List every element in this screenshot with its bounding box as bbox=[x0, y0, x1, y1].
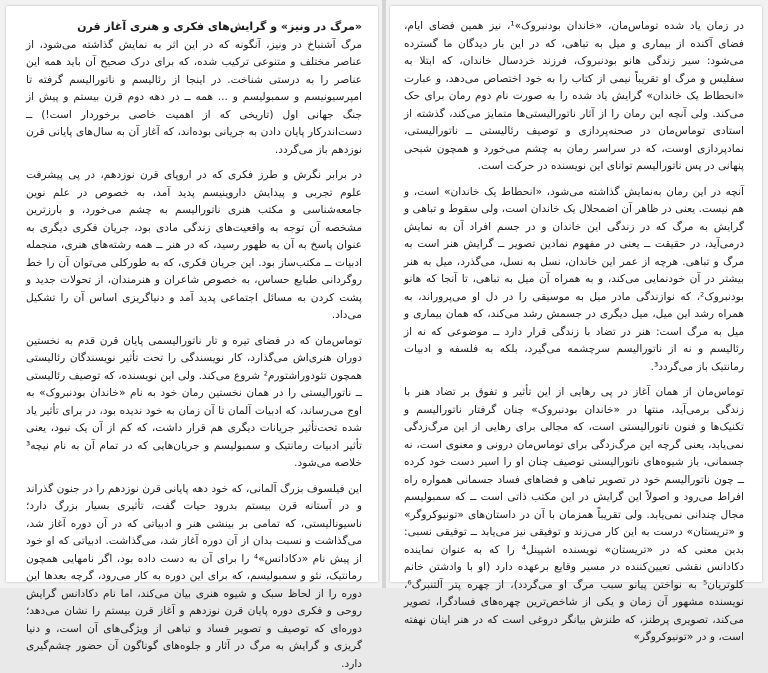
paragraph: آنچه در این رمان به‌نمایش گذاشته می‌شود، «انحطاط یک خاندان» است، و هم نیست. یعنی در ظاهر آن اضمحلال یک خاندان است، ولی سقوط و تباهی و گرایش به مرگ که در زندگی این خاندان و در جسم افراد آن به نمایش درمی‌آید، در حقیقت ــ یعنی در مفهوم نمادین تصویر ــ گرایش هنر است به مرگ و تباهی. هرچه از عمر این خاندان، نسل به نسل، می‌گذرد، میل به هنر بیشتر در آن خودنمایی می‌کند، و به همراه آن میل به تباهی، تا آنجا که هانو بودنبروک²، که نوازندگی مادر میل به موسیقی را در دل او می‌پروراند، به همراه رشد این میل، میل دیگری در جسمش رشد می‌کند، که همان بیماری و میل به مرگ است: هنر در تضاد با زندگی قرار دارد ــ موضوعی که نه از رئالیسم و نه از ناتورالیسم سرچشمه می‌گیرد، بلکه به فلسفه و ادبیات رمانتیک باز می‌گردد³. bbox=[404, 184, 744, 377]
paragraph: توماس‌مان از همان آغاز در پی رهایی از این تأثیر و تفوق بر تضاد هنر با زندگی برمی‌آید، منتها در «خاندان بودنبروک» چنان گرفتار ناتورالیسم و تکنیک‌ها و فنون ناتورالیستی است، که مجالی برای رهایی از این مرگ‌زدگی نمی‌یابد، یعنی گرچه این مرگ‌زدگی برای توماس‌مان درونی و معنوی است، نه جسمانی، باز شیوه‌های ناتورالیستی توصیف چنان او را اسیر دست خود کرده ــ چون ناتورالیسم خود در تصویر تباهی و فضاهای فساد جسمانی همواره راه افراط می‌رود و اصولاً این گرایش در این مکتب ذاتی است ــ که سمبولیسم مجال چندانی نمی‌یابد. ولی تقریباً همزمان با آن در داستان‌های «تونیوکروگر» و «تریستان» درست به این کار می‌زند و توفیقی نیز می‌یابد ــ توفیقی نسبی: بدین معنی که در «تریستان» نویسنده اشپینل⁴ را که به عنوان نماینده دکادانس نقشی تعیین‌کننده در مسیر وقایع برعهده دارد (او با وادشتن خانم کلوتریان⁵ به نواختن پیانو سبب مرگ او می‌گردد)، از چهره پتر آلتنبرگ⁶، نویسنده مشهور آن زمان و یکی از شاخص‌ترین چهره‌های فسادگرا، تصویر می‌کند، تصویری پرطنز، که طنزش بیانگر دروغی است که در هنر اینان نهفته است، و در «تونیوکروگر» bbox=[404, 384, 744, 647]
paragraph: این فیلسوف بزرگ آلمانی، که خود دهه پایانی قرن نوزدهم را در جنون گذراند و در آستانه قرن بیستم بدرود حیات گفت، تأثیری بسیار بزرگ دارد؛ ناسیونالیستی، که تمامی بر بینشی هنر و ادبیاتی که در آن دوره آغاز شد، می‌گذاشت و نسبت بدان از آن دوره آغاز شد، می‌گذاشت. ادبیاتی که او خود از پیش نام «دکادانس»⁴ را برای آن به دست داده بود، اگر نامهایی همچون رمانتیک، نئو و سمبولیسم، که برای این دوره به کار می‌رود، گرچه بعدها این دوره را از لحاظ سبک و شیوه هنری بیان می‌کند، اما نام دکادانس گرایش روحی و فکری دوره پایان قرن نوزدهم و آغاز قرن بیستم را نشان می‌دهد؛ دوره‌ای که توصیف و تصویر فساد و تباهی از ویژگی‌های آن است، و دنیا گریزی و گرایش به مرگ در آثار و جلوه‌های گوناگون آن حضور چشم‌گیری دارد. bbox=[26, 481, 362, 673]
book-gutter bbox=[382, 0, 386, 588]
right-page-column bbox=[404, 18, 744, 572]
section-heading: «مرگ در ونیز» و گرایش‌های فکری و هنری آغاز قرن bbox=[26, 18, 362, 36]
right-page bbox=[390, 6, 762, 582]
paragraph: در زمان یاد شده توماس‌مان، «خاندان بودنبروک»¹، نیز همین فضای ایام، فضای آکنده از بیماری و میل به تباهی، که در این بار دیدگان ما گسترده می‌شود: سیر زندگی هانو بودنبروک، فرزند خردسال خاندان، که ابتلا به سفلیس و مرگ او تقریباً نیمی از کتاب را به خود اختصاص می‌دهد، و عبارت «انحطاط یک خاندان» گرایش یاد شده را به صورت نام دوم رمان برای حک می‌کند. ولی آنچه این رمان را از آثار ناتورالیستی‌ها متمایز می‌کند، گذشته از استادی توماس‌مان در صحنه‌پردازی و توصیف رئالیستی ــ ناتورالیستی، نمادپردازی اوست، که در سراسر رمان به چشم می‌خورد و همچون شبحی پنهانی در پس ناتورالیسم توانای این نویسنده در حرکت است. bbox=[404, 18, 744, 176]
paragraph: مرگ آشنباخ در ونیز، آنگونه که در این اثر به نمایش گذاشته می‌شود، از عناصر مختلف و متنوعی ترکیب شده، که برای درک صحیح آن باید همه این عناصر را به درستی شناخت. در اینجا از رئالیسم و ناتورالیسم گرفته تا امپرسیونیسم و سمبولیسم و ... همه ــ در دهه دوم قرن بیستم و پیش از جنگ جهانی اول (تاریخی که از اهمیت خاصی برخوردار است!) ــ دست‌اندرکار پایان دادن به جریانی بوده‌اند، که آغاز آن به سال‌های پایانی قرن نوزدهم باز می‌گردد. bbox=[26, 37, 362, 160]
paragraph: در برابر نگرش و طرز فکری که در اروپای قرن نوزدهم، در پی پیشرفت علوم تجربی و پیدایش داروینیسم پدید آمد، به خصوص در علم نوین جامعه‌شناسی و مکتب هنری ناتورالیسم به چشم می‌خورد، و بارزترین مشخصه آن توجه به واقعیت‌های زندگی مادی بود، جریان فکری دیگری به عنوان پاسخ به آن به ظهور رسید، که در هنر ــ همه رشته‌های هنری، منجمله ادبیات ــ مکتب‌ساز بود. این جریان فکری، که به طورکلی می‌توان آن را خط روگردانی طبایع حساس، به خصوص شاعران و هنرمندان، از تحولات جدید و پشت کردن به مسائل اجتماعی پدید آمد و دنیاگریزی اساس آن را تشکیل می‌داد. bbox=[26, 167, 362, 325]
left-page-column bbox=[26, 18, 362, 572]
paragraph: توماس‌مان که در فضای تیره و تار ناتورالیسمی پایان قرن قدم به نخستین دوران هنری‌اش می‌گذارد، کار نویسندگی را تحت تأثیر نویسندگان رئالیستی همچون تئودوراشتورم² شروع می‌کند. ولی این نویسنده، که توصیف رئالیستی ــ ناتورالیستی را در همان نخستین رمان خود به نام «خاندان بودنبروک» به اوج می‌رساند، که ادبیات آلمان تا آن زمان به خود ندیده بود، در برای تأثیر یاد شده تحت‌تأثیر جریانات دیگری هم قرار داشت، که کم از آن یک نبود، یعنی تأثیر ادبیات رمانتیک و سمبولیسم و جریان‌هایی که در تمام آن به نام نیچه³ خلاصه می‌شود. bbox=[26, 333, 362, 473]
left-page bbox=[6, 6, 378, 582]
